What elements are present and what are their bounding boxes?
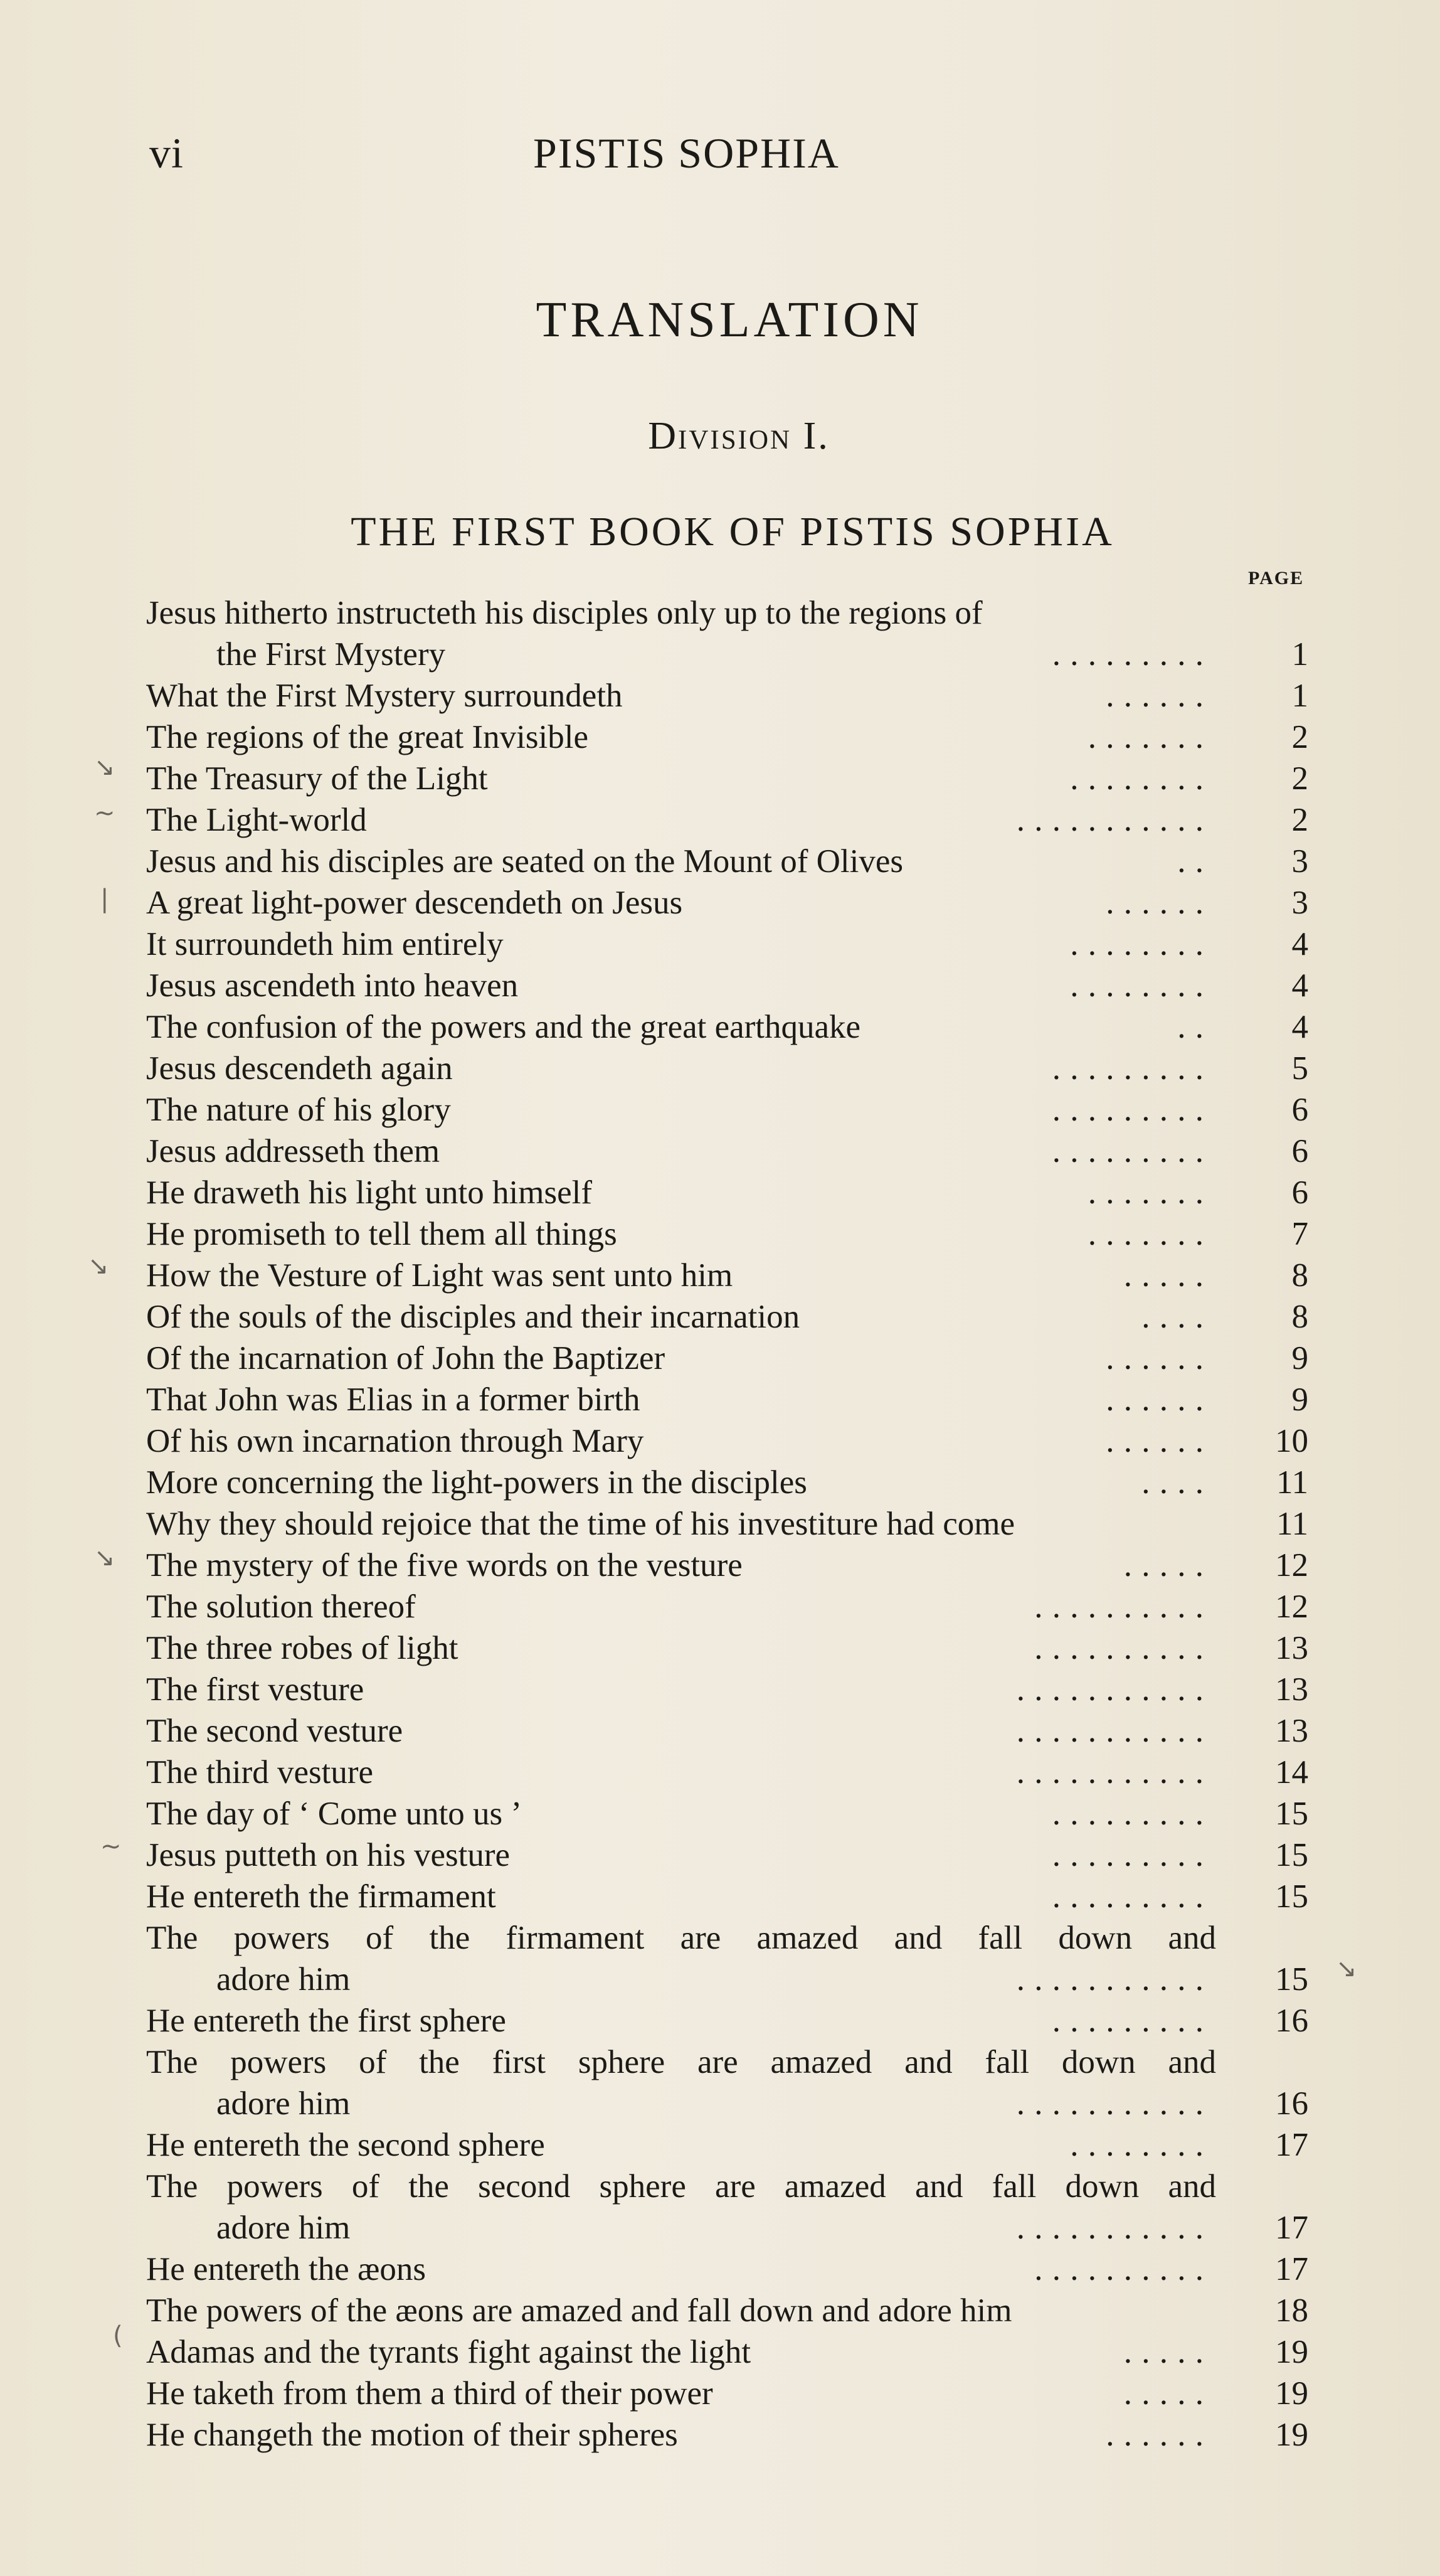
toc-dot-leader: . . . . . . . . . . .	[1016, 2085, 1204, 2122]
toc-entry	[0, 716, 1440, 758]
margin-pencil-mark: ~	[94, 799, 115, 828]
toc-dot-leader: . . . . . . . . . . .	[1016, 802, 1204, 838]
toc-entry-title: The Treasury of the Light	[146, 760, 488, 797]
toc-entry-title: adore him	[216, 2085, 351, 2122]
toc-dot-leader: . . . . . . . . .	[1052, 1796, 1204, 1832]
table-of-contents	[0, 592, 1440, 2456]
toc-entry	[0, 965, 1440, 1006]
toc-entry-title: The solution thereof	[146, 1589, 416, 1625]
toc-dot-leader: . . . . .	[1123, 2334, 1204, 2370]
toc-entry	[0, 2373, 1440, 2414]
toc-page-number: 4	[1291, 1009, 1308, 1045]
toc-entry	[0, 675, 1440, 716]
toc-entry	[0, 1131, 1440, 1172]
toc-entry	[0, 1586, 1440, 1627]
toc-dot-leader: . . . . . . . . . . .	[1016, 2210, 1204, 2246]
toc-entry-title: adore him	[216, 2210, 351, 2246]
toc-entry	[0, 923, 1440, 965]
toc-dot-leader: . . . . . . .	[1088, 1174, 1204, 1211]
toc-entry	[0, 2249, 1440, 2290]
toc-page-number: 17	[1275, 2127, 1308, 2163]
toc-page-number: 1	[1291, 636, 1308, 673]
toc-entry	[0, 1545, 1440, 1586]
toc-dot-leader: . . . . . .	[1106, 1381, 1204, 1418]
toc-dot-leader: . . . . . . . . . .	[1034, 1630, 1204, 1666]
toc-page-number: 19	[1275, 2375, 1308, 2412]
toc-dot-leader: . . . . . . . . . . .	[1016, 1671, 1204, 1708]
toc-entry-title: Jesus putteth on his vesture	[146, 1837, 510, 1873]
toc-entry-title: He draweth his light unto himself	[146, 1174, 592, 1211]
toc-entry-title: A great light-power descendeth on Jesus	[146, 885, 683, 921]
toc-dot-leader: . . . . . . . .	[1070, 926, 1204, 962]
section-heading-translation: TRANSLATION	[536, 292, 923, 348]
toc-entry	[0, 1834, 1440, 1876]
toc-entry-title: He taketh from them a third of their power	[146, 2375, 713, 2412]
toc-entry-title: He changeth the motion of their spheres	[146, 2417, 678, 2453]
toc-entry-title: Jesus and his disciples are seated on the Mount of Olives	[146, 843, 903, 880]
toc-entry	[0, 1379, 1440, 1420]
toc-page-number: 15	[1275, 1796, 1308, 1832]
margin-pencil-mark: (	[113, 2321, 123, 2350]
toc-entry	[0, 592, 1440, 634]
toc-entry	[0, 1710, 1440, 1752]
toc-dot-leader: . . . . . . .	[1088, 1216, 1204, 1252]
toc-entry-title: The powers of the first sphere are amazed and fall down and	[146, 2044, 1216, 2080]
toc-page-number: 8	[1291, 1299, 1308, 1335]
toc-entry	[0, 1420, 1440, 1462]
toc-page-number: 10	[1275, 1423, 1308, 1459]
toc-entry	[0, 1048, 1440, 1089]
toc-entry-title: He entereth the æons	[146, 2251, 426, 2287]
toc-entry	[0, 1213, 1440, 1255]
toc-entry-title: The Light-world	[146, 802, 367, 838]
toc-entry-title: The regions of the great Invisible	[146, 719, 588, 755]
toc-entry	[0, 1255, 1440, 1296]
toc-dot-leader: . . . . . . . . . .	[1034, 1589, 1204, 1625]
toc-entry-title: The powers of the second sphere are amazed and fall down and	[146, 2168, 1216, 2205]
toc-entry	[0, 799, 1440, 841]
toc-page-number: 4	[1291, 926, 1308, 962]
toc-page-number: 16	[1275, 2003, 1308, 2039]
toc-entry-title: He entereth the second sphere	[146, 2127, 545, 2163]
toc-entry-title: He entereth the first sphere	[146, 2003, 506, 2039]
toc-entry	[0, 2331, 1440, 2373]
toc-page-number: 4	[1291, 967, 1308, 1004]
toc-entry	[0, 1006, 1440, 1048]
toc-entry	[0, 841, 1440, 882]
toc-entry	[0, 1793, 1440, 1834]
toc-page-number: 1	[1291, 678, 1308, 714]
toc-dot-leader: . . . . . . . .	[1070, 967, 1204, 1004]
toc-page-number: 6	[1291, 1133, 1308, 1169]
toc-entry	[0, 1338, 1440, 1379]
toc-page-number: 16	[1275, 2085, 1308, 2122]
toc-entry-title: The confusion of the powers and the great earthquake	[146, 1009, 861, 1045]
toc-entry-title: The first vesture	[146, 1671, 364, 1708]
toc-entry	[0, 1752, 1440, 1793]
toc-entry	[0, 1296, 1440, 1338]
toc-entry-title: The mystery of the five words on the vesture	[146, 1547, 743, 1583]
toc-entry	[0, 1627, 1440, 1669]
toc-dot-leader: . . . . . . . . . . .	[1016, 1713, 1204, 1749]
toc-entry-title: It surroundeth him entirely	[146, 926, 504, 962]
toc-dot-leader: . . . . . . . .	[1070, 2127, 1204, 2163]
toc-page-number: 13	[1275, 1630, 1308, 1666]
toc-page-number: 18	[1275, 2292, 1308, 2329]
toc-entry	[0, 1172, 1440, 1213]
toc-entry	[0, 1503, 1440, 1545]
toc-entry	[0, 2124, 1440, 2166]
toc-page-number: 6	[1291, 1174, 1308, 1211]
toc-entry	[0, 1876, 1440, 1917]
toc-entry-title: That John was Elias in a former birth	[146, 1381, 640, 1418]
margin-pencil-mark: ↘	[94, 1543, 115, 1572]
toc-entry-title: The powers of the firmament are amazed and fall down and	[146, 1920, 1216, 1956]
toc-dot-leader: . . . . .	[1123, 2375, 1204, 2412]
toc-entry	[0, 1089, 1440, 1131]
toc-entry-title: adore him	[216, 1961, 351, 1998]
toc-dot-leader: . . . . . .	[1106, 678, 1204, 714]
page-folio: vi	[149, 129, 184, 177]
toc-entry	[0, 2083, 1440, 2124]
toc-entry	[0, 882, 1440, 923]
toc-dot-leader: . . . . . . . . .	[1052, 1133, 1204, 1169]
margin-pencil-mark: ↘	[1336, 1954, 1357, 1983]
toc-page-number: 19	[1275, 2417, 1308, 2453]
toc-entry	[0, 1959, 1440, 2000]
toc-entry-title: The third vesture	[146, 1754, 374, 1791]
toc-page-number: 6	[1291, 1092, 1308, 1128]
toc-entry	[0, 634, 1440, 675]
margin-pencil-mark: ↘	[94, 753, 115, 782]
toc-dot-leader: . . . . . .	[1106, 1423, 1204, 1459]
running-title: PISTIS SOPHIA	[533, 129, 840, 177]
toc-entry-title: Jesus addresseth them	[146, 1133, 440, 1169]
toc-page-number: 12	[1275, 1589, 1308, 1625]
toc-dot-leader: . .	[1177, 843, 1204, 880]
toc-entry-title: The nature of his glory	[146, 1092, 451, 1128]
toc-dot-leader: . . . . . .	[1106, 2417, 1204, 2453]
toc-entry-title: Of the incarnation of John the Baptizer	[146, 1340, 665, 1376]
toc-entry-title: The three robes of light	[146, 1630, 458, 1666]
toc-dot-leader: . . . . .	[1123, 1257, 1204, 1294]
toc-entry	[0, 758, 1440, 799]
toc-dot-leader: . . . . . . . . .	[1052, 2003, 1204, 2039]
toc-page-number: 15	[1275, 1837, 1308, 1873]
toc-entry-title: Adamas and the tyrants fight against the light	[146, 2334, 751, 2370]
toc-page-number: 11	[1276, 1464, 1308, 1501]
toc-entry	[0, 2166, 1440, 2207]
toc-entry-title: What the First Mystery surroundeth	[146, 678, 623, 714]
toc-entry	[0, 1917, 1440, 1959]
toc-page-number: 9	[1291, 1381, 1308, 1418]
toc-page-number: 2	[1291, 802, 1308, 838]
running-head	[0, 129, 1440, 185]
toc-page-number: 13	[1275, 1671, 1308, 1708]
book-heading: THE FIRST BOOK OF PISTIS SOPHIA	[351, 509, 1114, 555]
toc-dot-leader: . . . . . . . . . . .	[1016, 1961, 1204, 1998]
division-heading: Division I.	[648, 415, 830, 457]
toc-entry	[0, 2000, 1440, 2041]
toc-entry	[0, 2207, 1440, 2249]
toc-dot-leader: . . . . . . . . .	[1052, 1050, 1204, 1087]
toc-page-number: 17	[1275, 2210, 1308, 2246]
toc-entry-title: How the Vesture of Light was sent unto him	[146, 1257, 733, 1294]
toc-page-number: 7	[1291, 1216, 1308, 1252]
margin-pencil-mark: |	[100, 885, 109, 913]
toc-page-number: 2	[1291, 719, 1308, 755]
toc-page-number: 2	[1291, 760, 1308, 797]
toc-entry-title: Of the souls of the disciples and their incarnation	[146, 1299, 800, 1335]
toc-entry-title: Jesus descendeth again	[146, 1050, 453, 1087]
toc-dot-leader: . . . . . .	[1106, 1340, 1204, 1376]
toc-entry-title: Jesus ascendeth into heaven	[146, 967, 519, 1004]
toc-entry-title: He entereth the firmament	[146, 1878, 496, 1915]
toc-dot-leader: . . . . . . . . .	[1052, 1878, 1204, 1915]
toc-entry	[0, 2414, 1440, 2456]
toc-entry-title: the First Mystery	[216, 636, 446, 673]
toc-dot-leader: . . . . . . . . . .	[1034, 2251, 1204, 2287]
toc-page-number: 17	[1275, 2251, 1308, 2287]
toc-page-number: 3	[1291, 843, 1308, 880]
toc-page-number: 3	[1291, 885, 1308, 921]
toc-page-number: 15	[1275, 1878, 1308, 1915]
toc-entry	[0, 1462, 1440, 1503]
toc-dot-leader: . . . .	[1141, 1464, 1204, 1501]
toc-entry	[0, 1669, 1440, 1710]
toc-entry-title: Jesus hitherto instructeth his disciples only up to the regions of	[146, 595, 983, 631]
toc-dot-leader: . . . . . . . . .	[1052, 1092, 1204, 1128]
toc-page-number: 9	[1291, 1340, 1308, 1376]
toc-page-number: 5	[1291, 1050, 1308, 1087]
toc-entry-title: Why they should rejoice that the time of his investiture had come	[146, 1506, 1015, 1542]
toc-page-number: 12	[1275, 1547, 1308, 1583]
toc-page-number: 13	[1275, 1713, 1308, 1749]
toc-dot-leader: . . . . .	[1123, 1547, 1204, 1583]
toc-entry	[0, 2290, 1440, 2331]
page-column-label: PAGE	[1248, 568, 1305, 588]
toc-entry-title: He promiseth to tell them all things	[146, 1216, 617, 1252]
toc-page-number: 14	[1275, 1754, 1308, 1791]
toc-entry-title: The powers of the æons are amazed and fall down and adore him	[146, 2292, 1012, 2329]
toc-dot-leader: . . . .	[1141, 1299, 1204, 1335]
toc-dot-leader: . . . . . . . . . . .	[1016, 1754, 1204, 1791]
toc-dot-leader: . . . . . .	[1106, 885, 1204, 921]
toc-dot-leader: . . . . . . . .	[1070, 760, 1204, 797]
toc-entry-title: The second vesture	[146, 1713, 403, 1749]
toc-dot-leader: . . . . . . .	[1088, 719, 1204, 755]
toc-entry-title: The day of ‘ Come unto us ’	[146, 1796, 522, 1832]
toc-page-number: 8	[1291, 1257, 1308, 1294]
toc-entry-title: Of his own incarnation through Mary	[146, 1423, 644, 1459]
toc-dot-leader: . . . . . . . . .	[1052, 636, 1204, 673]
toc-page-number: 11	[1276, 1506, 1308, 1542]
toc-page-number: 19	[1275, 2334, 1308, 2370]
margin-pencil-mark: ~	[100, 1832, 122, 1861]
toc-entry	[0, 2041, 1440, 2083]
margin-pencil-mark: ↘	[88, 1252, 109, 1280]
toc-entry-title: More concerning the light-powers in the disciples	[146, 1464, 807, 1501]
toc-dot-leader: . .	[1177, 1009, 1204, 1045]
toc-page-number: 15	[1275, 1961, 1308, 1998]
toc-dot-leader: . . . . . . . . .	[1052, 1837, 1204, 1873]
